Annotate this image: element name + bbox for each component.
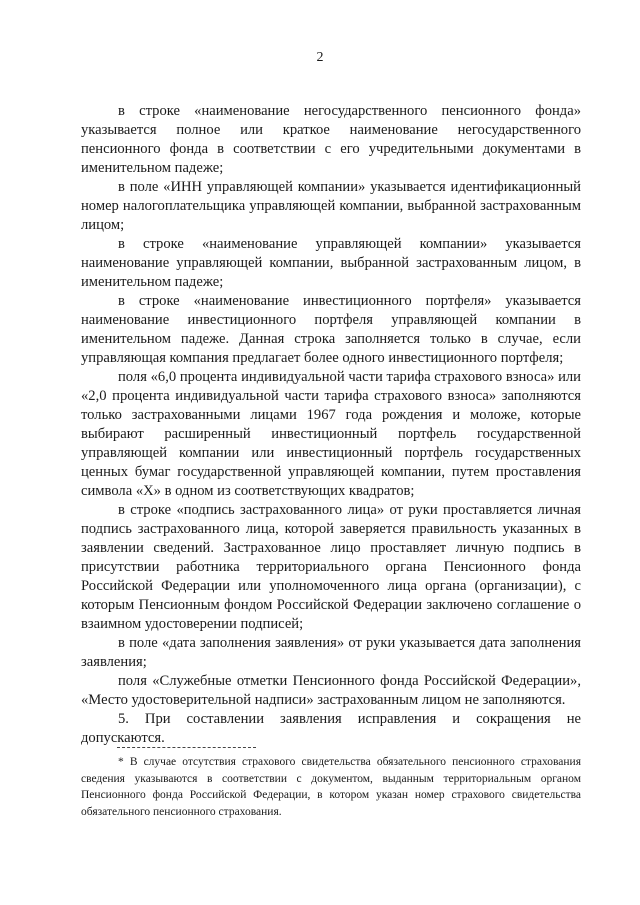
footnote bbox=[81, 754, 581, 820]
paragraph-signature: в строке «подпись застрахованного лица» от руки проставляется личная подпись застрахованного лица, которой заверяется правильность указанных в заявлении сведений. Застрахованное лицо проставляет личную подпись в присутствии работника территориального органа Пенсионного фонда Российской Федерации или уполномоченного лица органа (организации), с которым Пенсионным фондом Российской Федерации заключено соглашение о взаимном удостоверении подписей; bbox=[81, 502, 581, 632]
footnote-divider bbox=[117, 747, 256, 748]
paragraph-fill-date: в поле «дата заполнения заявления» от руки указывается дата заполнения заявления; bbox=[81, 635, 581, 670]
paragraph-investment-portfolio: в строке «наименование инвестиционного портфеля» указывается наименование инвестиционного портфеля управляющей компании в именительном падеже. Данная строка заполняется только в случае, если управляющая компания предлагает более одного инвестиционного портфеля; bbox=[81, 293, 581, 366]
paragraph-tariff-fields: поля «6,0 процента индивидуальной части тарифа страхового взноса» или «2,0 процента индивидуальной части тарифа страхового взноса» заполняются только застрахованными лицами 1967 года рождения и моложе, которые выбирают расширенный инвестиционный портфель государственной управляющей компании или инвестиционный портфель государственных ценных бумаг государственной управляющей компании, путем проставления символа «X» в одном из соответствующих квадратов; bbox=[81, 369, 581, 499]
paragraph-management-company-name: в строке «наименование управляющей компании» указывается наименование управляющей компании, выбранной застрахованным лицом, в именительном падеже; bbox=[81, 236, 581, 290]
paragraph-no-corrections: 5. При составлении заявления исправления и сокращения не допускаются. bbox=[81, 711, 581, 746]
paragraph-service-marks: поля «Служебные отметки Пенсионного фонда Российской Федерации», «Место удостоверительной надписи» застрахованным лицом не заполняются. bbox=[81, 673, 581, 708]
paragraph-npf-name: в строке «наименование негосударственного пенсионного фонда» указывается полное или краткое наименование негосударственного пенсионного фонда в соответствии с его учредительными документами в именительном падеже; bbox=[81, 103, 581, 176]
paragraph-inn-field: в поле «ИНН управляющей компании» указывается идентификационный номер налогоплательщика управляющей компании, выбранной застрахованным лицом; bbox=[81, 179, 581, 233]
footnote-text: * В случае отсутствия страхового свидетельства обязательного пенсионного страхования сведения указываются в соответствии с документом, выданным территориальным органом Пенсионного фонда Российской Федерации, в котором указан номер страхового свидетельства обязательного пенсионного страхования. bbox=[81, 756, 581, 818]
document-body bbox=[81, 102, 581, 748]
page-number: 2 bbox=[316, 50, 324, 65]
